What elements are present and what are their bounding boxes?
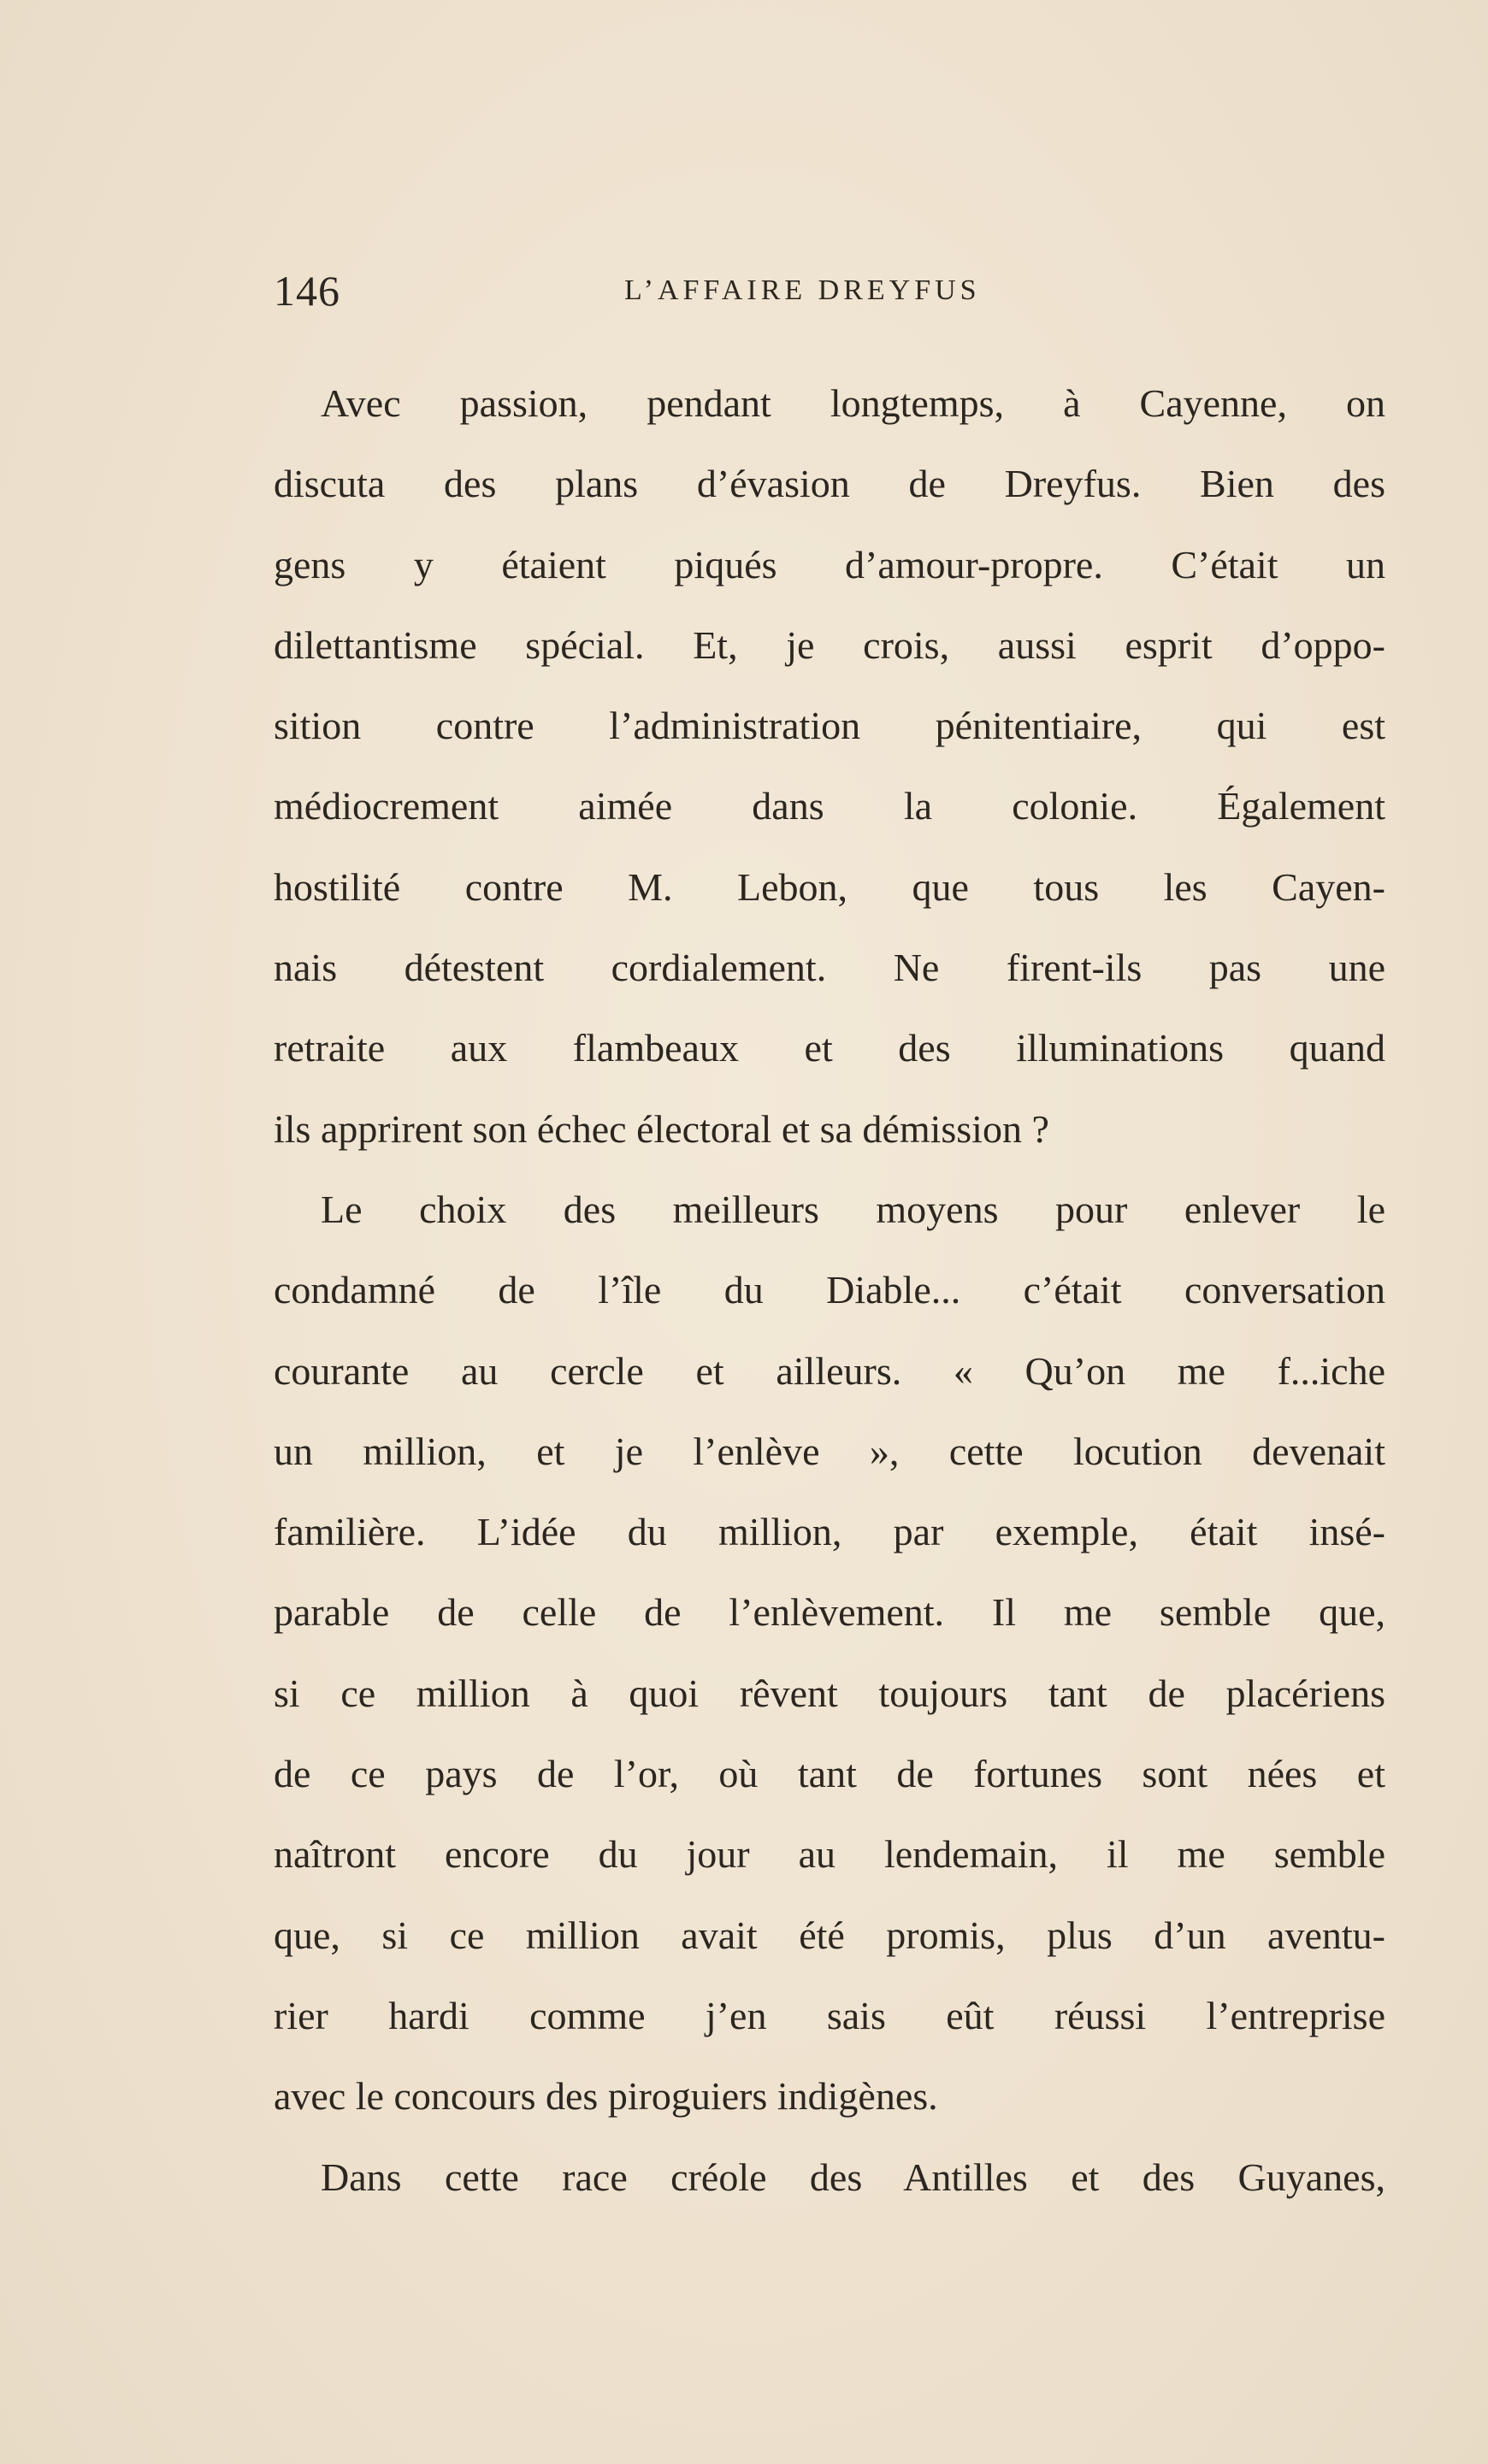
text-line: sition contre l’administration pénitentiaire, qui est	[274, 704, 1385, 748]
text-line: retraite aux flambeaux et des illuminations quand	[274, 1026, 1385, 1070]
text-line: Le choix des meilleurs moyens pour enlever le	[321, 1187, 1385, 1231]
text-line: naîtront encore du jour au lendemain, il me semble	[274, 1832, 1385, 1877]
text-line: discuta des plans d’évasion de Dreyfus. Bien des	[274, 462, 1385, 506]
text-line: ils apprirent son échec électoral et sa démission ?	[274, 1106, 1049, 1151]
text-line: familière. L’idée du million, par exemple, était insé-	[274, 1510, 1385, 1554]
text-line: gens y étaient piqués d’amour-propre. C’était un	[274, 542, 1385, 587]
body-text	[274, 363, 1385, 2218]
text-line: si ce million à quoi rêvent toujours tant de placériens	[274, 1671, 1385, 1715]
text-line: de ce pays de l’or, où tant de fortunes sont nées et	[274, 1752, 1385, 1796]
text-line: nais détestent cordialement. Ne firent-ils pas une	[274, 946, 1385, 990]
text-line: condamné de l’île du Diable... c’était conversation	[274, 1268, 1385, 1312]
page-number: 146	[274, 267, 340, 315]
text-line: dilettantisme spécial. Et, je crois, aussi esprit d’oppo-	[274, 622, 1385, 667]
running-title: L’AFFAIRE DREYFUS	[624, 274, 981, 306]
text-line: hostilité contre M. Lebon, que tous les Cayen-	[274, 864, 1385, 909]
text-line: Dans cette race créole des Antilles et des Guyanes,	[321, 2155, 1385, 2199]
text-line: un million, et je l’enlève », cette locution devenait	[274, 1429, 1385, 1473]
text-line: rier hardi comme j’en sais eût réussi l’entreprise	[274, 1993, 1385, 2037]
text-line: que, si ce million avait été promis, plus d’un aventu-	[274, 1913, 1385, 1957]
text-line: Avec passion, pendant longtemps, à Cayenne, on	[321, 381, 1385, 425]
text-line: parable de celle de l’enlèvement. Il me semble que,	[274, 1590, 1385, 1635]
text-line: médiocrement aimée dans la colonie. Également	[274, 784, 1385, 828]
page-header	[274, 256, 1385, 325]
text-line: avec le concours des piroguiers indigènes.	[274, 2074, 938, 2119]
text-line: courante au cercle et ailleurs. « Qu’on me f...iche	[274, 1348, 1385, 1393]
